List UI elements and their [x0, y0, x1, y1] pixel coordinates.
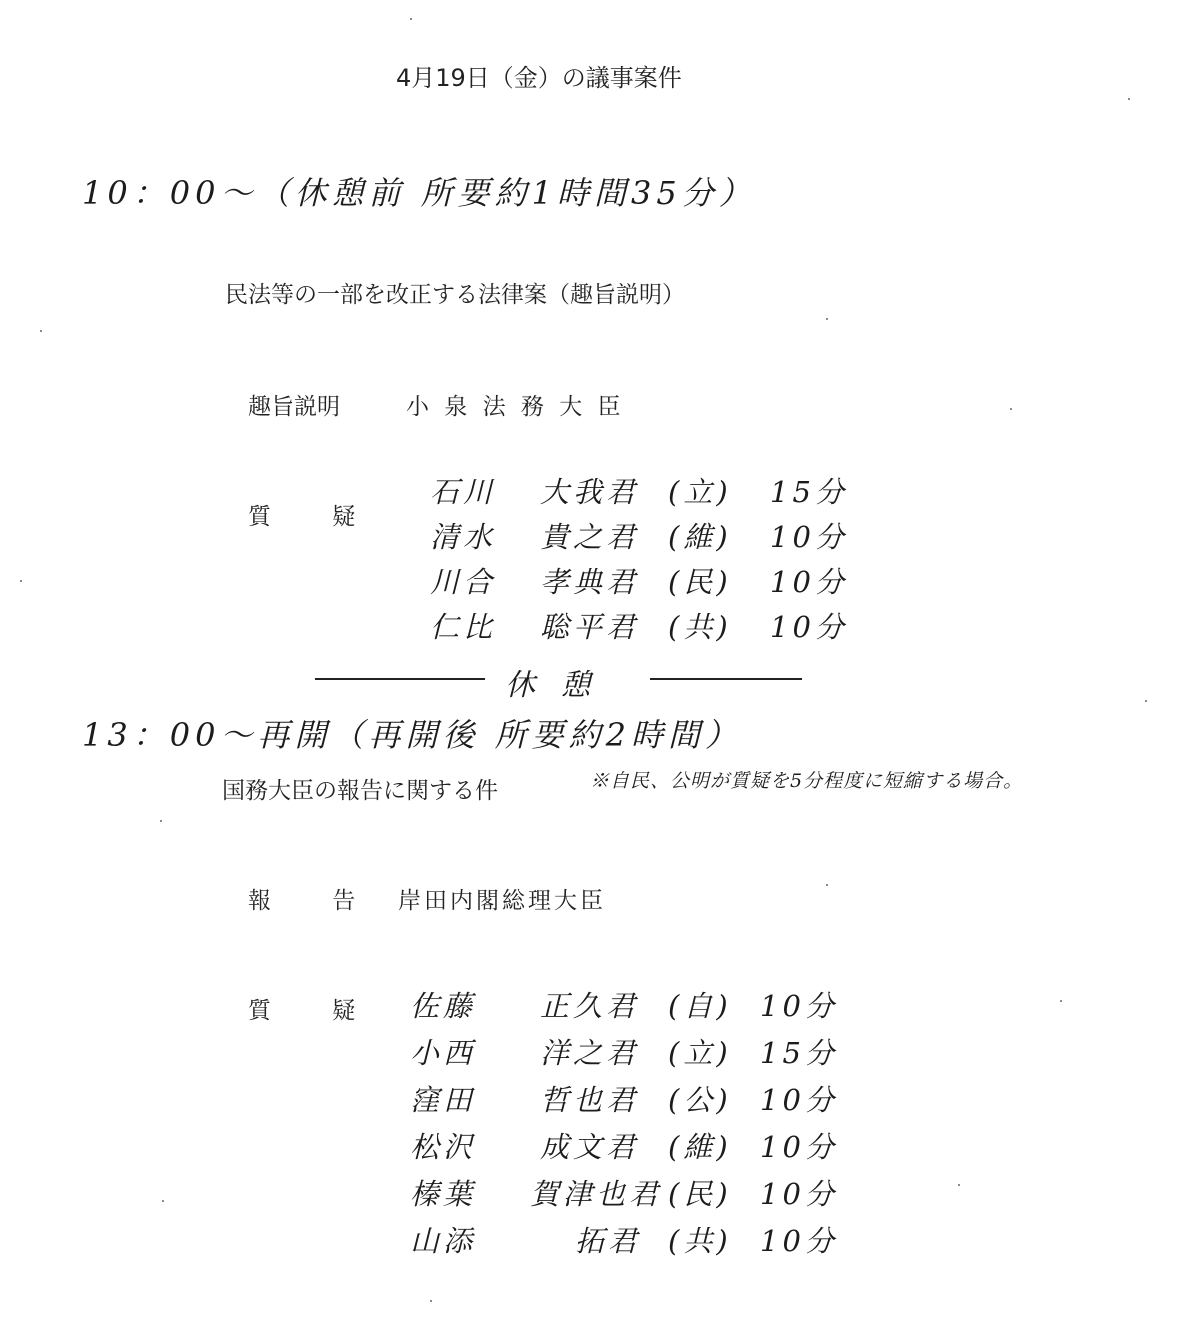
question-label-1: 質 疑 [248, 504, 368, 530]
questioner-party: (民) [668, 1177, 732, 1211]
questioner-row [0, 560, 1200, 600]
questioner-given-name: 拓君 [575, 1224, 642, 1258]
page-title: 4月19日（金）の議事案件 [396, 64, 682, 92]
scan-speck [410, 18, 412, 20]
scan-speck [162, 1200, 164, 1202]
questioner-surname: 榛葉 [410, 1177, 477, 1211]
report-label: 報 告 [248, 888, 368, 914]
questioner-row [0, 1172, 1200, 1212]
questioner-minutes: 10分 [770, 565, 848, 599]
questioner-party: (自) [668, 989, 732, 1023]
questioner-given-name: 洋之君 [540, 1036, 640, 1070]
questioner-row [0, 984, 1200, 1024]
questioner-surname: 清水 [430, 520, 497, 554]
questioner-given-name: 孝典君 [540, 565, 640, 599]
questioner-row [0, 1125, 1200, 1165]
questioner-minutes: 10分 [770, 520, 848, 554]
morning-time-header: 10：00～（休憩前 所要約1時間35分） [82, 174, 756, 212]
questioner-surname: 小西 [410, 1036, 477, 1070]
questioner-row [0, 1078, 1200, 1118]
explanation-label: 趣旨説明 [248, 394, 340, 420]
questioner-row [0, 470, 1200, 510]
questioner-party: (維) [668, 520, 732, 554]
break-rule-left [315, 678, 485, 680]
questioner-surname: 仁比 [430, 610, 497, 644]
question-label-2: 質 疑 [248, 998, 368, 1024]
questioner-given-name: 哲也君 [540, 1083, 640, 1117]
scan-speck [1060, 1000, 1062, 1002]
questioner-party: (立) [668, 1036, 732, 1070]
questioner-surname: 石川 [430, 475, 497, 509]
questioner-given-name: 正久君 [540, 989, 640, 1023]
scan-speck [826, 884, 828, 886]
questioner-surname: 窪田 [410, 1083, 477, 1117]
explainer-name: 小 泉 法 務 大 臣 [406, 394, 625, 420]
questioner-surname: 山添 [410, 1224, 477, 1258]
questioner-surname: 川合 [430, 565, 497, 599]
questioner-party: (維) [668, 1130, 732, 1164]
questioner-given-name: 大我君 [540, 475, 640, 509]
questioner-party: (共) [668, 1224, 732, 1258]
questioner-minutes: 10分 [760, 1177, 838, 1211]
questioner-party: (民) [668, 565, 732, 599]
scan-speck [160, 820, 162, 822]
questioner-party: (立) [668, 475, 732, 509]
questioner-minutes: 10分 [770, 610, 848, 644]
questioner-surname: 松沢 [410, 1130, 477, 1164]
questioner-row [0, 1031, 1200, 1071]
questioner-party: (公) [668, 1083, 732, 1117]
scan-speck [430, 1300, 432, 1302]
questioner-surname: 佐藤 [410, 989, 477, 1023]
questioner-minutes: 10分 [760, 1083, 838, 1117]
questioner-party: (共) [668, 610, 732, 644]
questioner-row [0, 605, 1200, 645]
questioner-row [0, 1219, 1200, 1259]
scan-speck [958, 1184, 960, 1186]
scan-speck [20, 580, 22, 582]
scan-speck [40, 330, 42, 332]
questioner-minutes: 10分 [760, 1224, 838, 1258]
questioner-row [0, 515, 1200, 555]
scan-speck [1145, 700, 1147, 702]
questioner-minutes: 10分 [760, 1130, 838, 1164]
questioner-minutes: 15分 [770, 475, 848, 509]
scan-speck [826, 318, 828, 320]
bill-title: 民法等の一部を改正する法律案（趣旨説明） [225, 282, 685, 308]
scan-speck [1010, 408, 1012, 410]
reporter-name: 岸田内閣総理大臣 [398, 888, 606, 914]
scan-speck [1128, 98, 1130, 100]
handwritten-note: ※自民、公明が質疑を5分程度に短縮する場合。 [590, 770, 1024, 792]
afternoon-time-header: 13：00～再開（再開後 所要約2時間） [82, 716, 742, 754]
questioner-given-name: 貴之君 [540, 520, 640, 554]
break-label: 休 憩 [505, 668, 599, 703]
questioner-given-name: 賀津也君 [530, 1177, 663, 1211]
questioner-given-name: 聡平君 [540, 610, 640, 644]
questioner-given-name: 成文君 [540, 1130, 640, 1164]
questioner-minutes: 10分 [760, 989, 838, 1023]
report-item-title: 国務大臣の報告に関する件 [222, 778, 498, 804]
questioner-minutes: 15分 [760, 1036, 838, 1070]
break-rule-right [650, 678, 802, 680]
